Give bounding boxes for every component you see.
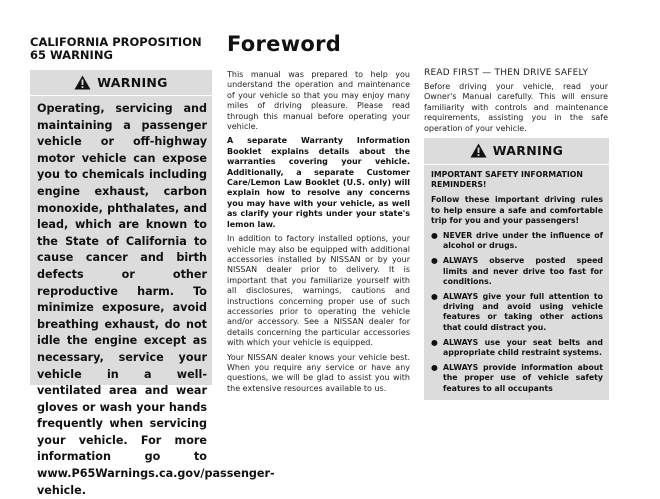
bullet-dot: ● — [431, 337, 438, 347]
reminders-title: IMPORTANT SAFETY INFORMATION REMINDERS! — [431, 170, 583, 190]
warning-triangle-icon — [470, 143, 487, 158]
foreword-paragraph-4: Your NISSAN dealer knows your vehicle best. When you require any service or have any questions, we will be glad to assist you with the extensive resources available to us. — [227, 352, 410, 393]
reminder-text: ALWAYS observe posted speed limits and never drive too fast for conditions. — [443, 256, 603, 286]
warning-divider — [30, 95, 212, 96]
reminder-text: ALWAYS give your full attention to driving and avoid using vehicle features or taking other actions that could distract you. — [443, 292, 603, 332]
reminder-bullet — [431, 292, 603, 333]
bullet-dot: ● — [431, 231, 438, 241]
safety-reminders — [431, 170, 603, 399]
safety-warning-header — [424, 138, 609, 162]
reminder-bullet — [431, 363, 603, 394]
bullet-dot: ● — [431, 256, 438, 266]
reminder-bullet — [431, 231, 603, 251]
reminder-text: ALWAYS use your seat belts and appropriate child restraint systems. — [443, 337, 603, 358]
prop65-warning-label: WARNING — [97, 74, 168, 90]
reminders-intro: Follow these important driving rules to help ensure a safe and comfortable trip for you and your passengers! — [431, 195, 603, 225]
read-first-heading: READ FIRST — THEN DRIVE SAFELY — [424, 68, 589, 78]
prop65-warning-text: Operating, servicing and maintaining a passenger vehicle or off-highway motor vehicle can expose you to chemicals including engine exhaust, carbon monoxide, phthalates, and lead, which are known to the State of California to cause cancer and birth defects or other reproductive harm. To minimize exposure, avoid breathing exhaust, do not idle the engine except as necessary, service your vehicle in a well-ventilated area and wear gloves or wash your hands frequently when servicing your vehicle. For more information go to www.P65Warnings.ca.gov/passenger-vehicle. — [37, 102, 275, 497]
prop65-warning-box — [30, 70, 275, 497]
safety-warning-label: WARNING — [492, 142, 564, 158]
foreword-paragraph-2: A separate Warranty Information Booklet explains details about the warranties covering your vehicle. Additionally, a separate Customer Care/Lemon Law Booklet (U.S. only) will explain how to resolve any concerns you may have with your vehicle, as well as clarify your rights under your state's lemon law. — [227, 136, 410, 229]
warning-divider — [424, 164, 609, 165]
foreword-paragraph-1: This manual was prepared to help you understand the operation and maintenance of your vehicle so that you may enjoy many miles of driving pleasure. Please read through this manual before operating your vehicle. — [227, 70, 410, 132]
read-first-intro: Before driving your vehicle, read your Owner's Manual carefully. This will ensure familiarity with controls and maintenance requirements, assisting you in the safe operation of your vehicle. — [424, 82, 608, 133]
prop65-title-line1: CALIFORNIA PROPOSITION — [30, 35, 202, 49]
reminder-text: NEVER drive under the influence of alcohol or drugs. — [443, 231, 603, 251]
prop65-title — [30, 36, 210, 62]
prop65-warning-header — [30, 70, 212, 94]
reminder-text: ALWAYS provide information about the proper use of vehicle safety features to all occupants — [443, 363, 603, 393]
reminder-bullet — [431, 256, 603, 287]
bullet-dot: ● — [431, 363, 438, 373]
prop65-title-line2: 65 WARNING — [30, 48, 113, 62]
reminder-bullet — [431, 338, 603, 358]
foreword-body — [227, 70, 410, 398]
warning-triangle-icon — [74, 75, 91, 90]
foreword-paragraph-3: In addition to factory installed options, your vehicle may also be equipped with additional accessories installed by NISSAN or by your NISSAN dealer prior to delivery. It is important that you familiarize yourself with all disclosures, warnings, cautions and instructions concerning proper use of such accessories prior to operating the vehicle and/or accessory. See a NISSAN dealer for details concerning the particular accessories with which your vehicle is equipped. — [227, 234, 410, 348]
bullet-dot: ● — [431, 292, 438, 302]
foreword-title: Foreword — [227, 32, 342, 56]
safety-warning-box — [424, 138, 609, 400]
